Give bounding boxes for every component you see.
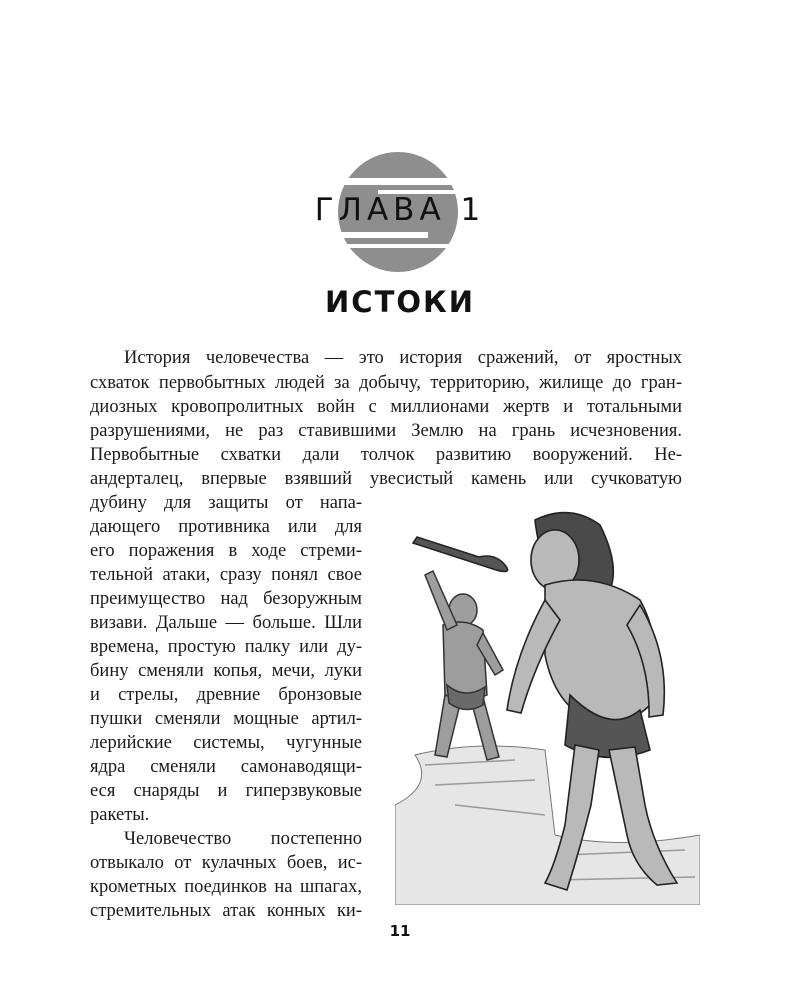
club (413, 537, 508, 572)
paragraph-line: дающего противника или для (90, 517, 362, 537)
paragraph-line: ракеты. (90, 805, 150, 825)
neanderthals-illustration (395, 505, 700, 905)
paragraph-line: андерталец, впервые взявший увесистый камень или сучковатую (90, 469, 682, 489)
paragraph-line: лерийские системы, чугунные (90, 733, 362, 753)
paragraph-line: крометных поединков на шпагах, (90, 877, 362, 897)
paragraph-line: разрушениями, не раз ставившими Землю на грань исчезновения. (90, 421, 682, 441)
paragraph-line: схваток первобытных людей за добычу, территорию, жилище до гран- (90, 373, 682, 393)
paragraph-line: ядра сменяли самонаводящи- (90, 757, 362, 777)
paragraph-line: дубину для защиты от напа- (90, 493, 362, 513)
paragraph-line: визави. Дальше — больше. Шли (90, 613, 362, 633)
paragraph-line: бину сменяли копья, мечи, луки (90, 661, 362, 681)
paragraph-line: История человечества — это история сражений, от яростных (124, 348, 682, 368)
paragraph-line: отвыкало от кулачных боев, ис- (90, 853, 362, 873)
paragraph-line: стремительных атак конных ки- (90, 901, 362, 921)
paragraph-line: времена, простую палку или ду- (90, 637, 362, 657)
back-figure (425, 571, 503, 760)
paragraph-line: и стрелы, древние бронзовые (90, 685, 362, 705)
paragraph-line: преимущество над безоружным (90, 589, 362, 609)
chapter-title: ГЛАВА 1 (314, 192, 486, 228)
paragraph-line: его поражения в ходе стреми- (90, 541, 362, 561)
paragraph-line: пушки сменяли мощные артил- (90, 709, 362, 729)
paragraph-line: Первобытные схватки дали толчок развитию вооружений. Не- (90, 445, 682, 465)
page-number: 11 (389, 922, 411, 940)
paragraph-line: диозных кровопролитных войн с миллионами жертв и тотальными (90, 397, 682, 417)
paragraph-line: Человечество постепенно (124, 829, 362, 849)
paragraph-line: еся снаряды и гиперзвуковые (90, 781, 362, 801)
paragraph-line: тельной атаки, сразу понял свое (90, 565, 362, 585)
section-title: ИСТОКИ (325, 285, 475, 319)
